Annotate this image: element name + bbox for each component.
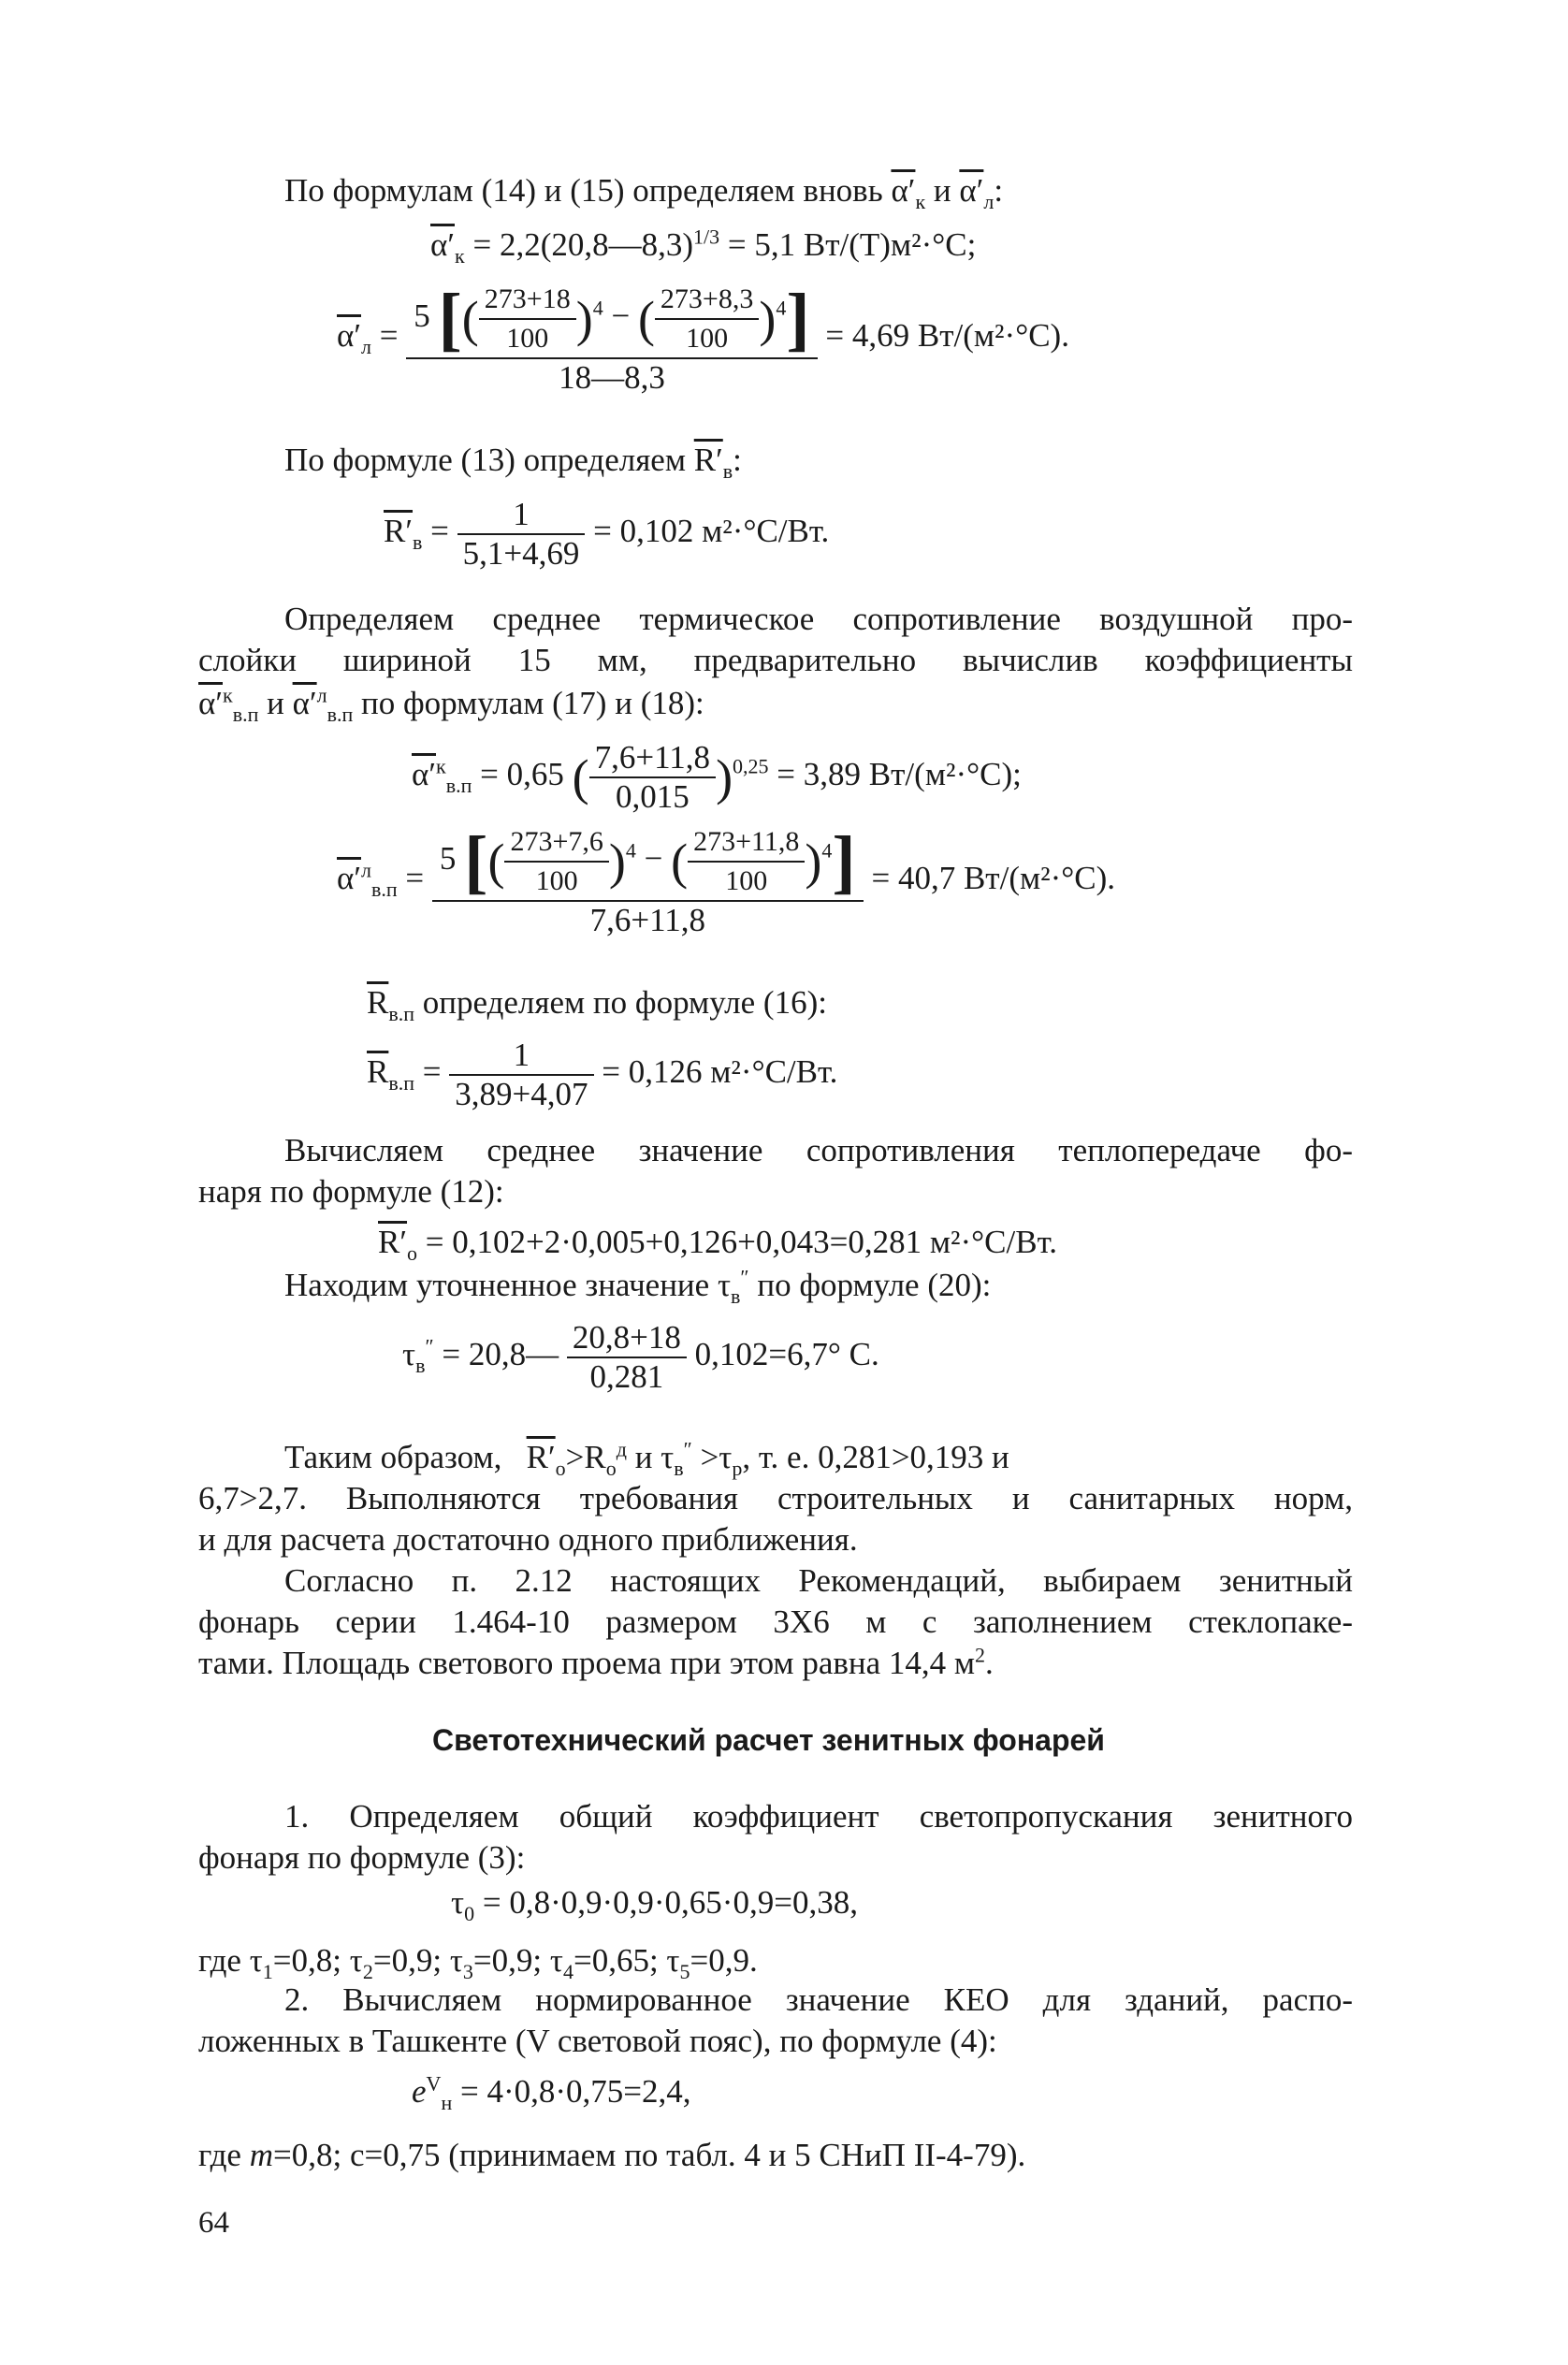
para-2-line-2: наря по формуле (12): <box>198 1173 504 1210</box>
para-1-line-1: Определяем среднее термическое сопротивление воздушной про- <box>284 601 1353 637</box>
text-formula-16: $\overline{R}_{в.п}$ определяем по формуле (16): <box>367 984 827 1025</box>
item-1-line-1: 1. Определяем общий коэффициент светопропускания зенитного <box>284 1798 1353 1835</box>
para-4-line-2: фонарь серии 1.464-10 размером 3Х6 м с заполнением стеклопаке- <box>198 1603 1353 1640</box>
para-4-line-3: тами. Площадь светового проема при этом равна 14,4 $м^2$. <box>198 1643 994 1681</box>
eq-R-vp: $\overline{R}_{в.п}$ = $\frac{1}{3,89+4,07}$ = 0,126 м²·°С/Вт. <box>367 1037 838 1112</box>
eq-R0: $R'_o = 0,102+2\cdot 0,005+0,126+0,043=0,281$ м²·°С/Вт. <box>378 1224 1057 1265</box>
para-3-line-1: Таким образом, $R'_o>R_o^д$ и $\tau_в'' >\tau_р$, т. е. 0,281>0,193 и <box>284 1437 1009 1480</box>
where-tau: где $\tau_1=0,8$; $\tau_2=0,9$; $\tau_3=0,9$; $\tau_4=0,65$; $\tau_5=0,9$. <box>198 1942 758 1983</box>
eq-R-v: $R'_в$ = $\frac{1}{5,1+4,69}$ = 0,102 м²·°С/Вт. <box>384 496 830 572</box>
para-1-line-2: слойки шириной 15 мм, предварительно вычислив коэффициенты <box>198 642 1353 678</box>
eq-alpha-k: $\alpha'_к$ = 2,2(20,8—8,3)$^{1/3}$ = 5,1 Вт/(Т)м²·°С; <box>430 225 977 268</box>
eq-alpha-vp-l: $\alpha'^л_{в.п}$ = 5 [( $\frac{273+7,6}{100}$ )$^4$ − ( $\frac{273+11,8}{100}$ )$^4$] 7,6+11,8 = 40,7 Вт/(м²·°С). <box>337 822 1116 938</box>
text-formula-13: По формуле (13) определяем $R'_в$: <box>284 442 742 483</box>
para-2-line-1: Вычисляем среднее значение сопротивления теплопередаче фо- <box>284 1132 1353 1168</box>
item-2-line-2: ложенных в Ташкенте (V световой пояс), по формуле (4): <box>198 2023 997 2059</box>
page-number: 64 <box>198 2206 229 2240</box>
para-3-line-3: и для расчета достаточно одного приближения. <box>198 1521 858 1558</box>
para-4-line-1: Согласно п. 2.12 настоящих Рекомендаций, выбираем зенитный <box>284 1562 1353 1599</box>
para-3-line-2: 6,7>2,7. Выполняются требования строительных и санитарных норм, <box>198 1480 1353 1516</box>
eq-e: $e^V_н = 4\cdot 0,8\cdot 0,75=2,4$, <box>412 2071 691 2114</box>
section-heading: Светотехнический расчет зенитных фонарей <box>432 1723 1105 1757</box>
intro-text-1: По формулам (14) и (15) определяем вновь $\alpha'_к$ и $\alpha'_л$: <box>284 172 1004 213</box>
item-2-line-1: 2. Вычисляем нормированное значение КЕО для зданий, распо- <box>284 1981 1353 2018</box>
item-1-line-2: фонаря по формуле (3): <box>198 1839 526 1876</box>
para-1-line-3: $\alpha'^к_{в.п}$ и $\alpha'^л_{в.п}$ по формулам (17) и (18): <box>198 683 704 726</box>
eq-alpha-l: $\alpha'_л$ = 5 [( $\frac{273+18}{100}$ )$^4$ − ( $\frac{273+8,3}{100}$ )$^4$] 18—8,3 = 4,69 Вт/(м²·°С). <box>337 280 1069 396</box>
eq-tau0: $\tau_0 = 0,8\cdot 0,9\cdot 0,9\cdot 0,65\cdot 0,9=0,38$, <box>451 1884 858 1925</box>
eq-tau: $\tau_в''$ = 20,8— $\frac{20,8+18}{0,281}$ 0,102=6,7° С. <box>402 1319 879 1395</box>
text-formula-20: Находим уточненное значение $\tau_в''$ по формуле (20): <box>284 1265 992 1308</box>
where-m: где m=0,8; с=0,75 (принимаем по табл. 4 и 5 СНиП II-4-79). <box>198 2137 1026 2173</box>
eq-alpha-vp-k: $\alpha'^к_{в.п} = 0,65$ ( $\frac{7,6+11,8}{0,015}$ )$^{0,25}$ = 3,89 Вт/(м²·°С); <box>412 739 1022 815</box>
